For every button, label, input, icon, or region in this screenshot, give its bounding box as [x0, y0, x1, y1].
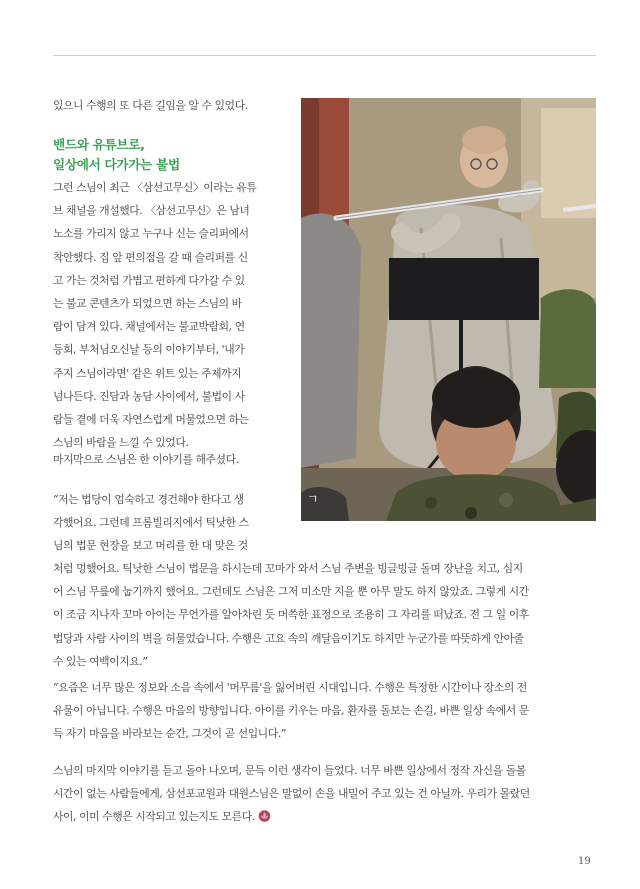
paragraph-1-line: 노소를 가리지 않고 누구나 신는 슬리퍼에서: [53, 227, 249, 241]
quote-1-left: [53, 488, 283, 558]
lotus-icon: [258, 807, 271, 830]
quote-2-line: “요즘은 너무 많은 정보와 소음 속에서 '머무름'을 잃어버린 시대입니다. 수행은 특정한 시간이나 장소의 전: [53, 681, 527, 694]
section-heading-line1: 밴드와 유튜브로,: [53, 137, 145, 152]
closing-line: 스님의 마지막 이야기를 듣고 돌아 나오며, 문득 이런 생각이 들었다. 너무 바쁜 일상에서 정작 자신을 돌볼: [53, 764, 526, 777]
intro-text: 있으니 수행의 또 다른 길임을 알 수 있었다.: [53, 99, 248, 112]
paragraph-1: [53, 176, 283, 454]
quote-2-line: 유물이 아닙니다. 수행은 마음의 방향입니다. 아이를 키우는 마음, 환자를 돌보는 손길, 바쁜 일상 속에서 문: [53, 704, 529, 718]
quote-2: [53, 676, 595, 746]
quote-1-line: 처럼 멍했어요. 틱낫한 스님이 법문을 하시는데 꼬마가 와서 스님 주변을 빙글빙글 돌며 장난을 치고, 심지: [53, 562, 523, 575]
paragraph-1-line: 람이 담겨 있다. 채널에서는 불교박람회, 연: [53, 320, 245, 334]
closing-line: [53, 805, 595, 830]
paragraph-1-line: 착안했다. 집 앞 편의점을 갈 때 슬리퍼를 신: [53, 250, 248, 264]
section-heading-line2: 일상에서 다가가는 불법: [53, 157, 180, 172]
closing-line: 시간이 없는 사람들에게, 삼선포교원과 대원스님은 말없이 손을 내밀어 주고 있는 건 아닐까. 우리가 몰랐던: [53, 787, 530, 801]
paragraph-1-line: 고 가는 것처럼 가볍고 편하게 다가갈 수 있: [53, 273, 245, 287]
closing-paragraph: [53, 759, 595, 831]
paragraph-1-line: 등회, 부처님오신날 등의 이야기부터, '내가: [53, 343, 245, 357]
quote-1-line: 어 스님 무릎에 눕기까지 했어요. 그런데도 스님은 그저 미소만 지을 뿐 아무 말도 하지 않았죠. 그렇게 시간: [53, 585, 529, 599]
quote-1-line: 각했어요. 그런데 프롬빌리지에서 틱낫한 스: [53, 516, 249, 530]
paragraph-1-line: 그런 스님이 최근 〈삼선고무신〉이라는 유튜: [53, 181, 257, 194]
paragraph-1-line: 람들 곁에 더욱 자연스럽게 머물었으면 하는: [53, 413, 249, 427]
paragraph-1-line: 브 채널을 개설했다. 〈삼선고무신〉은 남녀: [53, 204, 250, 218]
photo-corner-mark: ㄱ: [307, 492, 319, 506]
quote-1-line: 님의 법문 현장을 보고 머리를 한 대 맞은 것: [53, 539, 248, 553]
section-heading: [53, 135, 283, 175]
closing-line-text: 사이, 이미 수행은 시작되고 있는지도 모른다.: [53, 810, 255, 824]
paragraph-2: [53, 448, 283, 471]
quote-1-line: 수 있는 여백이지요.”: [53, 654, 148, 668]
quote-1-line: 법당과 사람 사이의 벽을 허물었습니다. 수행은 고요 속의 깨달음이기도 하지만 누군가를 따뜻하게 안아줄: [53, 631, 524, 645]
quote-2-line: 득 자기 마음을 바라보는 순간, 그것이 곧 선입니다.”: [53, 727, 287, 741]
paragraph-1-line: 는 불교 콘텐츠가 되었으면 하는 스님의 바: [53, 297, 242, 311]
intro-line: [53, 94, 283, 117]
paragraph-1-line: 스님의 바람을 느낄 수 있었다.: [53, 436, 189, 450]
paragraph-2-text: 마지막으로 스님은 한 이야기를 해주셨다.: [53, 453, 239, 466]
quote-1-line: 이 조금 지나자 꼬마 아이는 무언가를 알아차린 듯 머쓱한 표정으로 조용히 그 자리를 떠났죠. 전 그 일 이후: [53, 608, 529, 622]
paragraph-1-line: 넘나든다. 진담과 농담 사이에서, 불법이 사: [53, 389, 245, 403]
monk-flute-photo: [301, 98, 596, 521]
paragraph-1-line: 주지 스님이라면' 같은 위트 있는 주제까지: [53, 366, 242, 380]
page-number: 19: [578, 856, 591, 867]
top-rule: [53, 55, 596, 56]
quote-1-full: [53, 557, 595, 673]
quote-1-line: “저는 법당이 엄숙하고 경건해야 한다고 생: [53, 493, 244, 506]
